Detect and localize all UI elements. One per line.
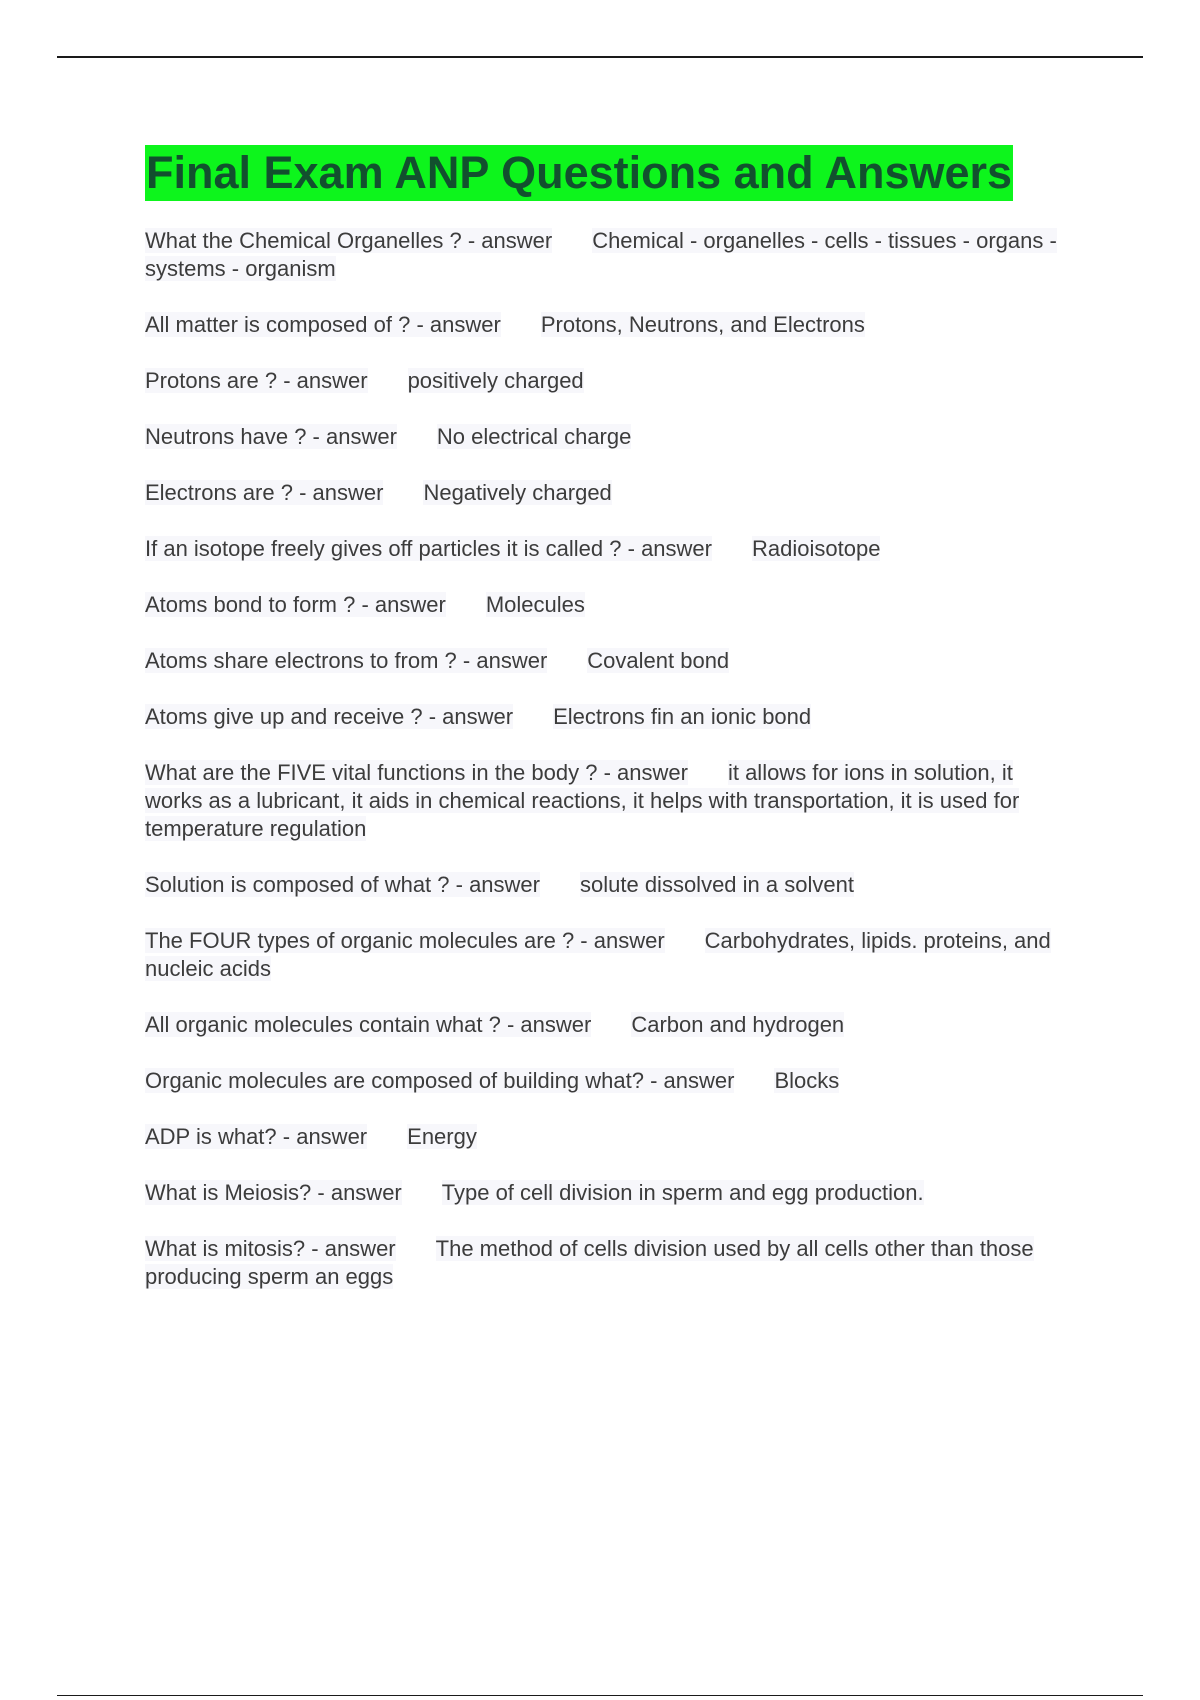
answer-marker: - answer — [449, 872, 540, 897]
question-text: If an isotope freely gives off particles it is called ? — [145, 536, 622, 561]
page-title: Final Exam ANP Questions and Answers — [145, 145, 1013, 201]
answer-marker: - answer — [306, 424, 397, 449]
answer-text: The method of cells division used by all cells other than those producing sperm an eggs — [145, 1236, 1034, 1289]
qa-item — [145, 871, 1075, 899]
qa-item — [145, 367, 1075, 395]
answer-text: solute dissolved in a solvent — [580, 872, 854, 897]
answer-marker: - answer — [456, 648, 548, 673]
answer-marker: - answer — [292, 480, 384, 505]
bottom-rule — [57, 1695, 1143, 1696]
answer-text: Carbon and hydrogen — [631, 1012, 845, 1037]
answer-marker: - answer — [574, 928, 665, 953]
qa-item — [145, 927, 1075, 983]
question-text: All matter is composed of ? — [145, 312, 411, 337]
answer-text: Radioisotope — [752, 536, 881, 561]
answer-text: Protons, Neutrons, and Electrons — [540, 312, 865, 337]
answer-marker: - answer — [643, 1068, 735, 1093]
qa-item — [145, 703, 1075, 731]
question-text: What the Chemical Organelles ? — [145, 228, 462, 253]
answer-text: Energy — [407, 1124, 477, 1149]
question-text: What is mitosis? — [145, 1236, 306, 1261]
question-text: Neutrons have ? — [145, 424, 307, 449]
question-text: Electrons are ? — [145, 480, 293, 505]
answer-text: No electrical charge — [436, 424, 632, 449]
answer-text: Blocks — [774, 1068, 840, 1093]
answer-marker: - answer — [500, 1012, 592, 1037]
question-text: What are the FIVE vital functions in the body ? — [145, 760, 598, 785]
answer-text: Covalent bond — [587, 648, 730, 673]
qa-item — [145, 423, 1075, 451]
answer-marker: - answer — [410, 312, 501, 337]
qa-item — [145, 759, 1075, 843]
qa-item — [145, 1067, 1075, 1095]
question-text: Atoms bond to form ? — [145, 592, 356, 617]
answer-marker: - answer — [355, 592, 446, 617]
qa-item — [145, 1011, 1075, 1039]
question-text: Protons are ? — [145, 368, 278, 393]
qa-item — [145, 227, 1075, 283]
answer-text: Molecules — [485, 592, 585, 617]
qa-item — [145, 1235, 1075, 1291]
answer-text: Type of cell division in sperm and egg production. — [441, 1180, 924, 1205]
answer-text: Chemical - organelles - cells - tissues - organs - systems - organism — [145, 228, 1057, 281]
question-text: What is Meiosis? — [145, 1180, 312, 1205]
question-text: Organic molecules are composed of building what? — [145, 1068, 644, 1093]
qa-item — [145, 311, 1075, 339]
question-text: ADP is what? — [145, 1124, 277, 1149]
qa-list — [145, 227, 1075, 1291]
top-rule — [57, 56, 1143, 58]
answer-text: it allows for ions in solution, it works as a lubricant, it aids in chemical reactions, it helps with transportation, it is used for temperature regulation — [145, 760, 1020, 841]
answer-marker: - answer — [621, 536, 712, 561]
qa-item — [145, 647, 1075, 675]
question-text: Solution is composed of what ? — [145, 872, 450, 897]
qa-item — [145, 1123, 1075, 1151]
question-text: All organic molecules contain what ? — [145, 1012, 501, 1037]
answer-marker: - answer — [461, 228, 553, 253]
answer-marker: - answer — [422, 704, 514, 729]
answer-marker: - answer — [597, 760, 688, 785]
answer-marker: - answer — [305, 1236, 396, 1261]
answer-marker: - answer — [311, 1180, 402, 1205]
qa-item — [145, 1179, 1075, 1207]
question-text: The FOUR types of organic molecules are ? — [145, 928, 575, 953]
answer-text: Electrons fin an ionic bond — [553, 704, 812, 729]
qa-item — [145, 479, 1075, 507]
answer-text: positively charged — [407, 368, 584, 393]
answer-marker: - answer — [277, 368, 368, 393]
answer-marker: - answer — [276, 1124, 368, 1149]
question-text: Atoms share electrons to from ? — [145, 648, 457, 673]
answer-text: Negatively charged — [423, 480, 612, 505]
question-text: Atoms give up and receive ? — [145, 704, 423, 729]
answer-text: Carbohydrates, lipids. proteins, and nucleic acids — [145, 928, 1051, 981]
qa-item — [145, 535, 1075, 563]
qa-item — [145, 591, 1075, 619]
document-body — [145, 145, 1075, 1319]
